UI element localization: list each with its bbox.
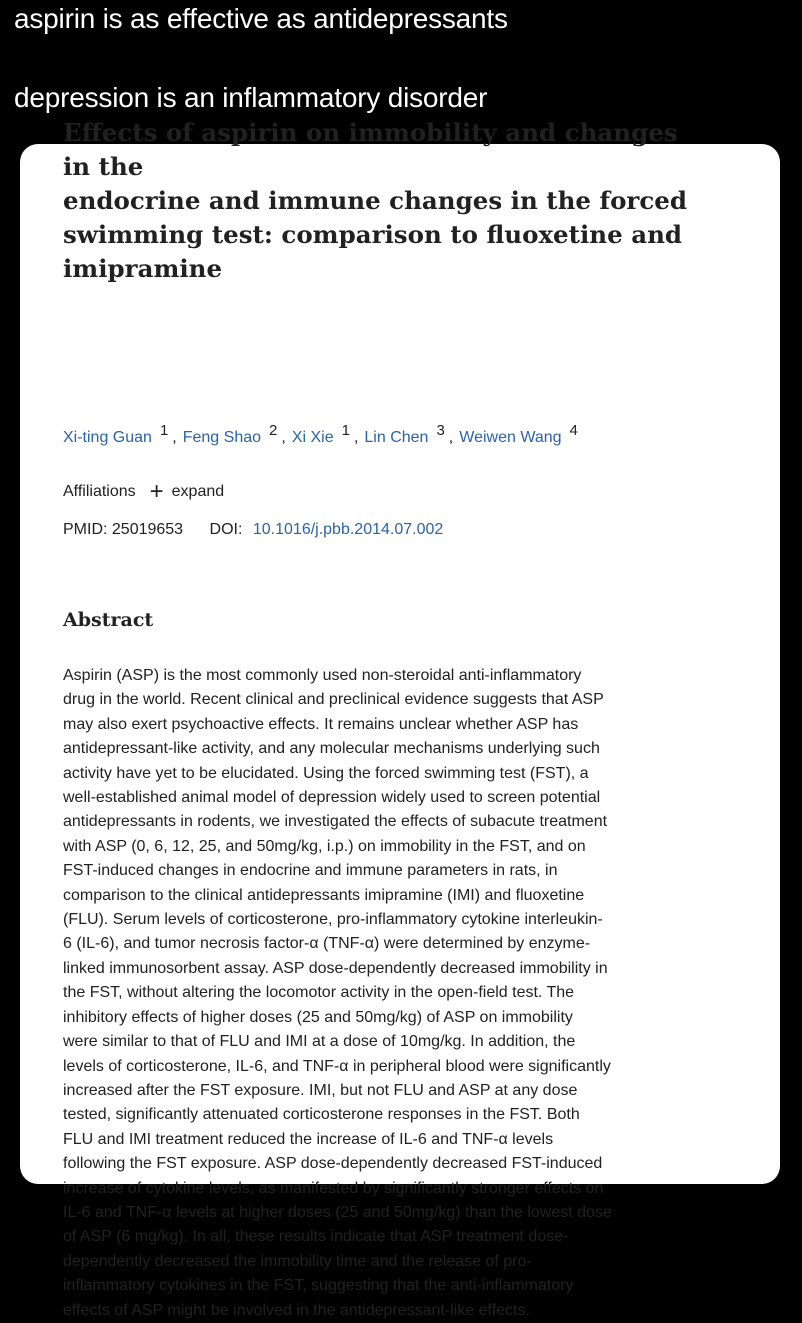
abstract-line: antidepressants in rodents, we investigated the effects of subacute treatment (63, 813, 608, 831)
article-title-line: endocrine and immune changes in the forced (63, 186, 687, 215)
plus-icon[interactable]: + (149, 478, 164, 505)
pmid: PMID: 25019653 (63, 521, 184, 538)
caption-line-2: depression is an inflammatory disorder (14, 82, 488, 113)
author-link[interactable]: Lin Chen (364, 429, 429, 446)
abstract-heading: Abstract (63, 609, 154, 631)
abstract-line: levels of corticosterone, IL-6, and TNF-α in peripheral blood were significantly (63, 1057, 611, 1075)
abstract-line: IL-6 and TNF-α levels at higher doses (25 and 50mg/kg) than the lowest dose (63, 1203, 612, 1221)
article-title-line: imipramine (63, 254, 223, 283)
abstract-line: 6 (IL-6), and tumor necrosis factor-α (TNF-α) were determined by enzyme- (63, 935, 591, 953)
abstract-line: comparison to the clinical antidepressants imipramine (IMI) and fluoxetine (63, 886, 585, 904)
affiliation-ref[interactable]: 2 (269, 422, 278, 439)
affiliations-row (63, 478, 225, 505)
article-card (20, 118, 780, 1319)
abstract-line: the FST, without altering the locomotor activity in the open-field test. The (63, 984, 575, 1002)
affiliation-ref[interactable]: 4 (569, 422, 578, 439)
abstract-line: with ASP (0, 6, 12, 25, and 50mg/kg, i.p.) on immobility in the FST, and on (63, 837, 586, 855)
abstract-line: inhibitory effects of higher doses (25 and 50mg/kg) of ASP on immobility (63, 1008, 573, 1026)
abstract-line: of ASP (6 mg/kg). In all, these results indicate that ASP treatment dose- (63, 1228, 569, 1246)
affiliation-ref[interactable]: 3 (436, 422, 445, 439)
abstract-line: tested, significantly attenuated corticosterone responses in the FST. Both (63, 1106, 580, 1124)
abstract-line: effects of ASP might be involved in the antidepressant-like effects. (63, 1301, 530, 1319)
expand-button[interactable]: expand (171, 483, 225, 500)
author-link[interactable]: Xi-ting Guan (63, 429, 152, 446)
affiliation-ref[interactable]: 1 (341, 422, 350, 439)
identifiers-row (63, 521, 443, 539)
author-link[interactable]: Weiwen Wang (459, 429, 562, 446)
abstract-line: may also exert psychoactive effects. It remains unclear whether ASP has (63, 715, 579, 733)
abstract-line: increase of cytokine levels, as manifested by significantly stronger effects on (63, 1179, 604, 1197)
abstract-line: Aspirin (ASP) is the most commonly used non-steroidal anti-inflammatory (63, 667, 582, 684)
doi-link[interactable]: 10.1016/j.pbb.2014.07.002 (252, 521, 444, 538)
abstract-line: (FLU). Serum levels of corticosterone, pro-inflammatory cytokine interleukin- (63, 911, 603, 929)
abstract-line: increased after the FST exposure. IMI, but not FLU and ASP at any dose (63, 1081, 578, 1099)
doi-label: DOI: (209, 521, 243, 538)
abstract-line: FLU and IMI treatment reduced the increase of IL-6 and TNF-α levels (63, 1130, 554, 1148)
abstract-line: linked immunosorbent assay. ASP dose-dependently decreased immobility in (63, 959, 608, 977)
article-title-line: swimming test: comparison to fluoxetine and (63, 220, 683, 249)
abstract-line: dependently decreased the immobility time and the release of pro- (63, 1252, 532, 1270)
abstract-line: well-established animal model of depression widely used to screen potential (63, 789, 601, 807)
author-separator: , (281, 429, 286, 446)
author-separator: , (448, 429, 454, 446)
abstract-text (63, 664, 723, 1323)
abstract-line: inflammatory cytokines in the FST, suggesting that the anti-inflammatory (63, 1277, 574, 1295)
author-list (63, 422, 723, 447)
affiliation-ref[interactable]: 1 (159, 422, 169, 439)
caption-line-1: aspirin is as effective as antidepressants (14, 3, 508, 34)
author-link[interactable]: Feng Shao (182, 429, 262, 446)
article-title-cut-line: Effects of aspirin on immobility and changes in the (63, 118, 678, 181)
abstract-line: FST-induced changes in endocrine and immune parameters in rats, in (63, 862, 558, 880)
abstract-line: following the FST exposure. ASP dose-dependently decreased FST-induced (63, 1155, 603, 1173)
abstract-line: antidepressant-like activity, and any molecular mechanisms underlying such (63, 740, 600, 758)
article-title (63, 116, 703, 286)
author-separator: , (172, 429, 177, 446)
abstract-line: were similar to that of FLU and IMI at a dose of 10mg/kg. In addition, the (63, 1033, 576, 1051)
author-link[interactable]: Xi Xie (291, 429, 334, 446)
abstract-line: activity have yet to be elucidated. Using the forced swimming test (FST), a (63, 764, 589, 782)
affiliations-label: Affiliations (63, 483, 136, 500)
abstract-line: drug in the world. Recent clinical and preclinical evidence suggests that ASP (63, 691, 604, 709)
author-separator: , (353, 429, 359, 446)
